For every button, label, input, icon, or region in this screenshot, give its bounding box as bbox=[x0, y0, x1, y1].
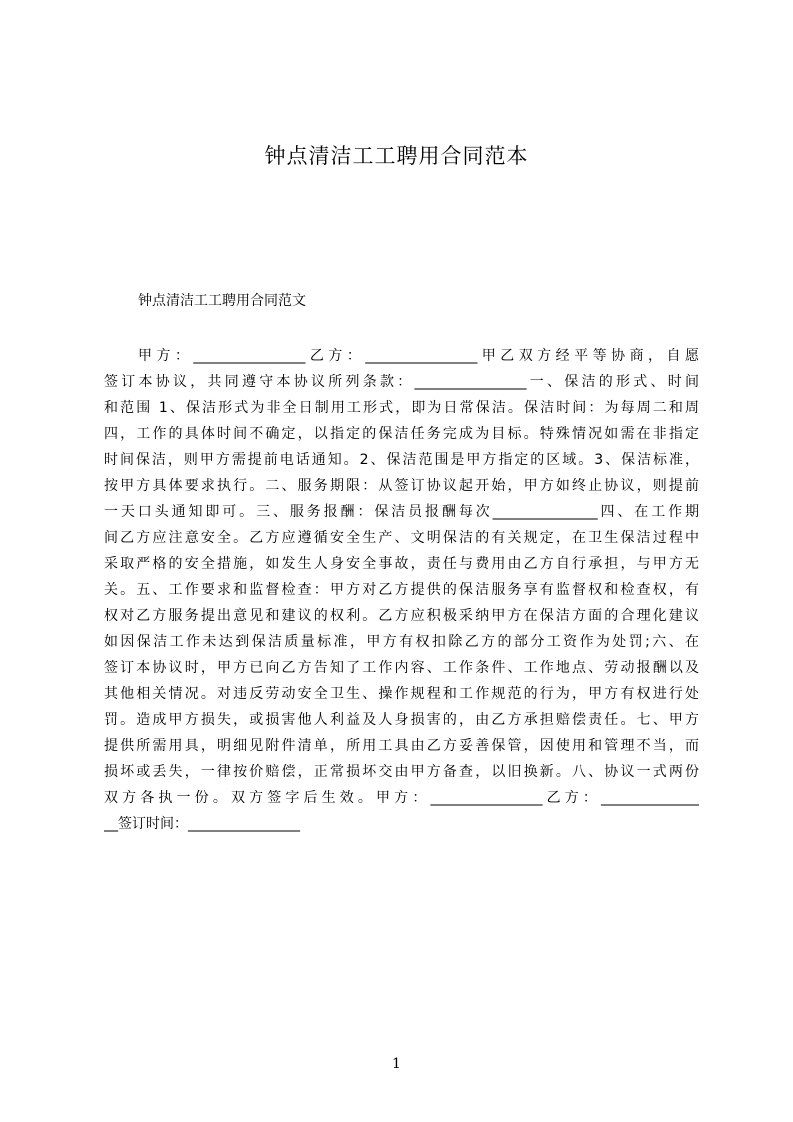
body-line: 其他相关情况。对违反劳动安全卫生、操作规程和工作规范的行为，甲方有权进行处 bbox=[104, 686, 699, 702]
body-line: 签订本协议，共同遵守本协议所列条款：________________一、保洁的形式、时间 bbox=[104, 374, 699, 390]
body-line: 一天口头通知即可。三、服务报酬：保洁员报酬每次_______________四、在工作期 bbox=[104, 504, 699, 520]
document-subtitle: 钟点清洁工工聘用合同范文 bbox=[138, 293, 306, 309]
body-line: 签订本协议时，甲方已向乙方告知了工作内容、工作条件、工作地点、劳动报酬以及 bbox=[104, 660, 699, 676]
body-line: 如因保洁工作未达到保洁质量标准，甲方有权扣除乙方的部分工资作为处罚;六、在 bbox=[104, 634, 699, 650]
body-line: 采取严格的安全措施，如发生人身安全事故，责任与费用由乙方自行承担，与甲方无 bbox=[104, 556, 699, 572]
body-line: 和范围 1、保洁形式为非全日制用工形式，即为日常保洁。保洁时间：为每周二和周 bbox=[104, 400, 699, 416]
body-line: 时间保洁，则甲方需提前电话通知。2、保洁范围是甲方指定的区域。3、保洁标准， bbox=[104, 452, 699, 468]
body-line: 罚。造成甲方损失，或损害他人利益及人身损害的，由乙方承担赔偿责任。七、甲方 bbox=[104, 712, 699, 728]
body-line: 提供所需用具，明细见附件清单，所用工具由乙方妥善保管，因使用和管理不当，而 bbox=[104, 738, 699, 754]
document-title: 钟点清洁工工聘用合同范本 bbox=[264, 144, 529, 168]
body-line: 权对乙方服务提出意见和建议的权利。乙方应积极采纳甲方在保洁方面的合理化建议 bbox=[104, 608, 699, 624]
body-line: 甲方：________________乙方：________________甲乙双方经平等协商，自愿 bbox=[138, 348, 699, 364]
body-line: 双方各执一份。双方签字后生效。甲方：________________乙方：______________ bbox=[104, 790, 699, 806]
contract-body bbox=[104, 343, 699, 837]
body-line: 四，工作的具体时间不确定，以指定的保洁任务完成为目标。特殊情况如需在非指定 bbox=[104, 426, 699, 442]
body-line: 按甲方具体要求执行。二、服务期限：从签订协议起开始，甲方如终止协议，则提前 bbox=[104, 478, 699, 494]
body-line: __签订时间：________________ bbox=[104, 816, 300, 832]
body-line: 关。五、工作要求和监督检查：甲方对乙方提供的保洁服务享有监督权和检查权，有 bbox=[104, 582, 699, 598]
body-line: 损坏或丢失，一律按价赔偿，正常损坏交由甲方备查，以旧换新。八、协议一式两份 bbox=[104, 764, 699, 780]
page-number: 1 bbox=[392, 1056, 401, 1072]
body-line: 间乙方应注意安全。乙方应遵循安全生产、文明保洁的有关规定，在卫生保洁过程中 bbox=[104, 530, 699, 546]
